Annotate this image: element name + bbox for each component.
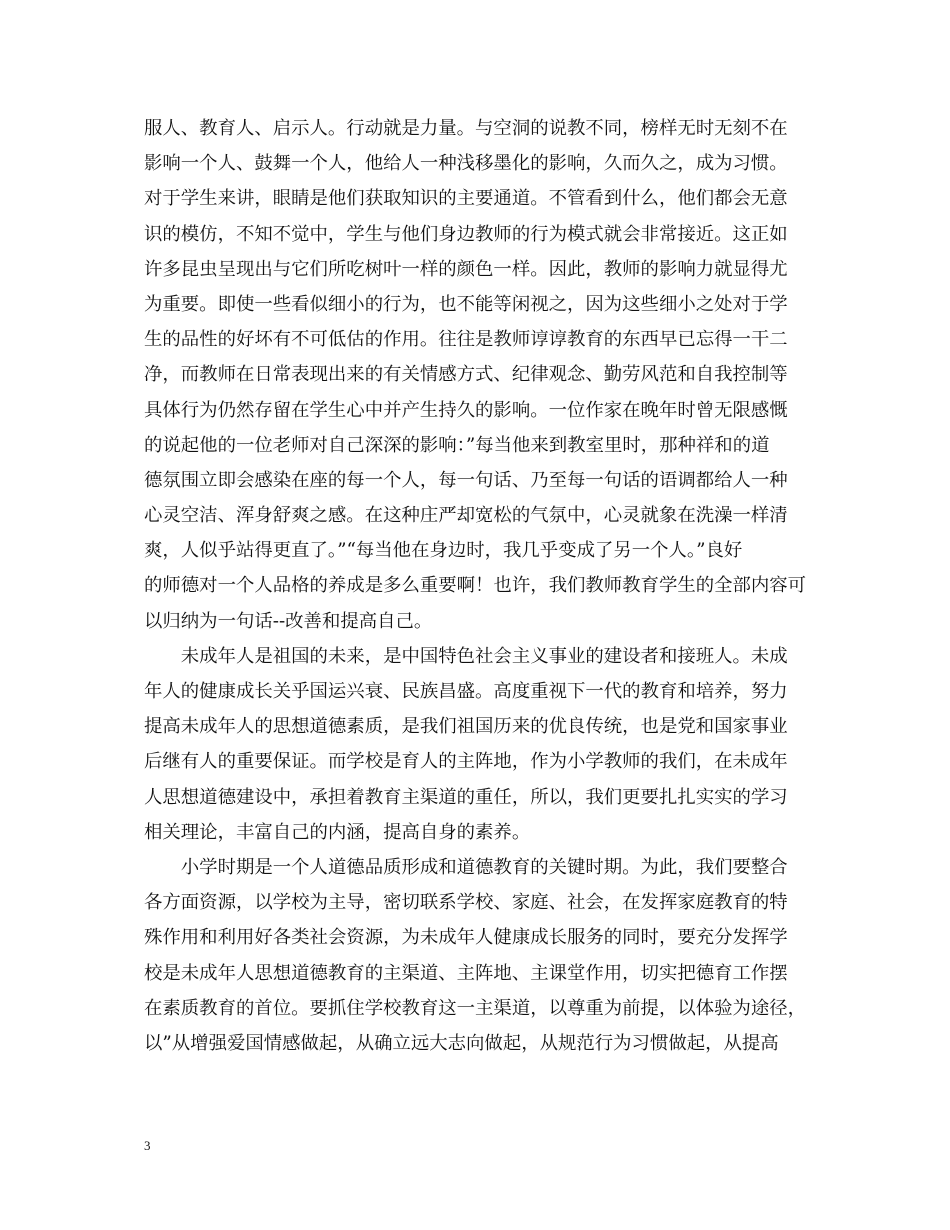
text-line: 的师德对一个人品格的养成是多么重要啊！也许，我们教师教育学生的全部内容可 (144, 575, 807, 597)
text-line: 心灵空洁、浑身舒爽之感。在这种庄严却宽松的气氛中，心灵就象在洗澡一样清 (144, 505, 788, 527)
text-line: 的说起他的一位老师对自己深深的影响：”每当他来到教室里时，那种祥和的道 (144, 434, 770, 456)
text-line: 具体行为仍然存留在学生心中并产生持久的影响。一位作家在晚年时曾无限感慨 (144, 399, 788, 421)
text-line: 净，而教师在日常表现出来的有关情感方式、纪律观念、勤劳风范和自我控制等 (144, 364, 788, 386)
text-line: 德氛围立即会感染在座的每一个人，每一句话、乃至每一句话的语调都给人一种 (144, 469, 788, 491)
text-line: 为重要。即使一些看似细小的行为，也不能等闲视之，因为这些细小之处对于学 (144, 293, 788, 315)
text-line: 在素质教育的首位。要抓住学校教育这一主渠道，以尊重为前提，以体验为途径， (144, 997, 807, 1019)
text-line: 影响一个人、鼓舞一个人，他给人一种浅移墨化的影响，久而久之，成为习惯。 (144, 153, 788, 175)
text-line: 未成年人是祖国的未来，是中国特色社会主义事业的建设者和接班人。未成 (144, 645, 788, 667)
text-line: 人思想道德建设中，承担着教育主渠道的重任，所以，我们更要扎扎实实的学习 (144, 786, 788, 808)
page-number: 3 (144, 1138, 151, 1153)
body-text (144, 111, 824, 1061)
text-line: 以”从增强爱国情感做起，从确立远大志向做起，从规范行为习惯做起，从提高 (144, 1032, 779, 1054)
text-line: 以归纳为一句话--改善和提高自己。 (144, 610, 433, 632)
text-line: 爽，人似乎站得更直了。”“每当他在身边时，我几乎变成了另一个人。”良好 (144, 540, 743, 562)
text-line: 年人的健康成长关乎国运兴衰、民族昌盛。高度重视下一代的教育和培养，努力 (144, 681, 788, 702)
text-line: 生的品性的好坏有不可低估的作用。往往是教师谆谆教育的东西早已忘得一干二 (144, 329, 788, 351)
text-line: 识的模仿，不知不觉中，学生与他们身边教师的行为模式就会非常接近。这正如 (144, 223, 788, 245)
text-line: 后继有人的重要保证。而学校是育人的主阵地，作为小学教师的我们，在未成年 (144, 751, 788, 773)
text-line: 提高未成年人的思想道德素质，是我们祖国历来的优良传统，也是党和国家事业 (144, 716, 788, 738)
text-line: 相关理论，丰富自己的内涵，提高自身的素养。 (144, 821, 531, 843)
text-line: 各方面资源，以学校为主导，密切联系学校、家庭、社会，在发挥家庭教育的特 (144, 892, 788, 914)
text-line: 服人、教育人、启示人。行动就是力量。与空洞的说教不同，榜样无时无刻不在 (144, 118, 788, 139)
text-line: 殊作用和利用好各类社会资源，为未成年人健康成长服务的同时，要充分发挥学 (144, 927, 788, 949)
text-line: 许多昆虫呈现出与它们所吃树叶一样的颜色一样。因此，教师的影响力就显得尤 (144, 258, 788, 280)
text-line: 对于学生来讲，眼睛是他们获取知识的主要通道。不管看到什么，他们都会无意 (144, 188, 788, 210)
text-line: 小学时期是一个人道德品质形成和道德教育的关键时期。为此，我们要整合 (144, 856, 788, 878)
text-line: 校是未成年人思想道德教育的主渠道、主阵地、主课堂作用，切实把德育工作摆 (144, 962, 788, 984)
